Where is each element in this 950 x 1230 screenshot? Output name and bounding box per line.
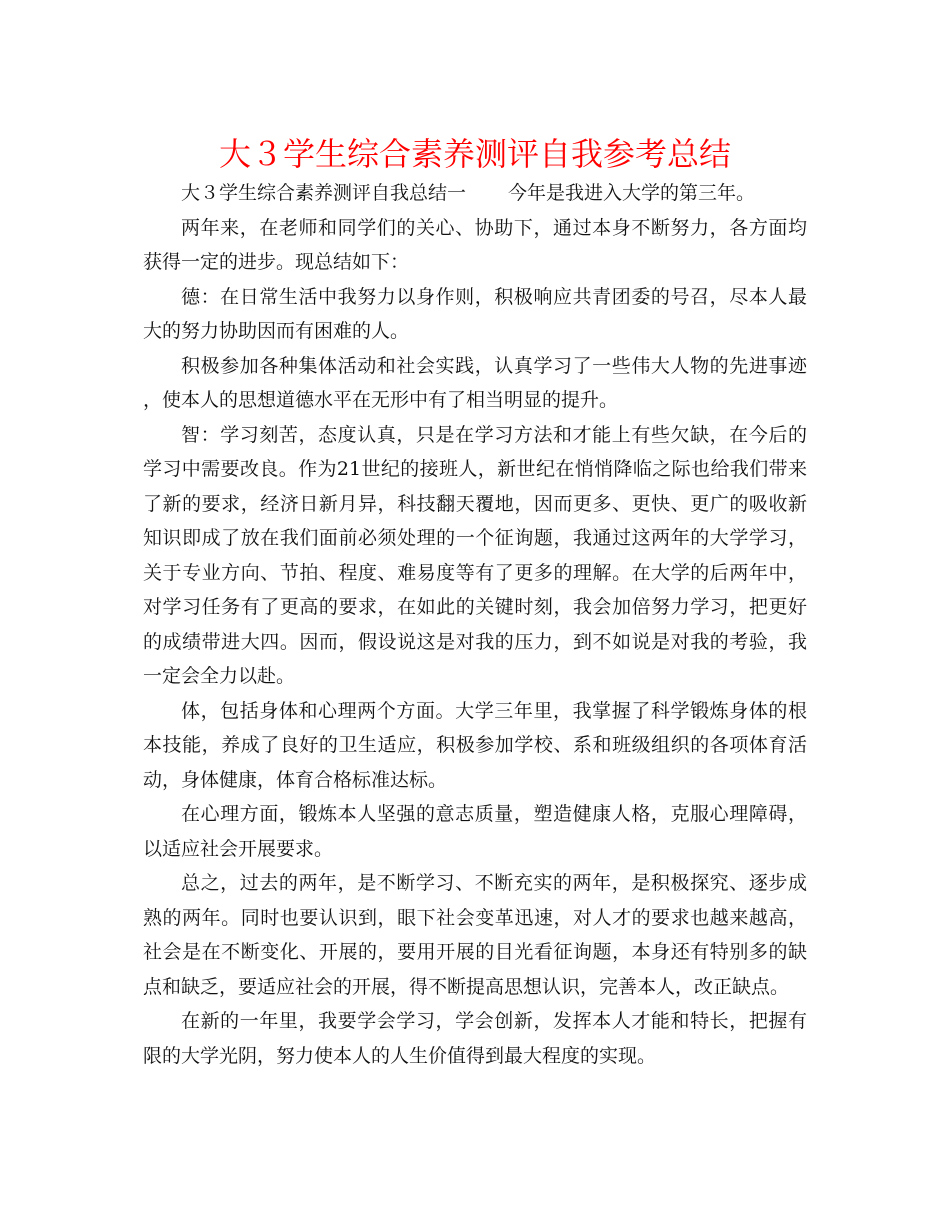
- paragraph-summary: 总之，过去的两年，是不断学习、不断充实的两年，是积极探究、逐步成熟的两年。同时也要认识到，眼下社会变革迅速，对人才的要求也越来越高，社会是在不断变化、开展的，要用开展的目光看征询题，本身还有特别多的缺点和缺乏，要适应社会的开展，得不断提高思想认识，完善本人，改正缺点。: [143, 872, 807, 998]
- lead-paragraph: [143, 176, 807, 211]
- document-body: [143, 176, 807, 1073]
- paragraph-physical: 体，包括身体和心理两个方面。大学三年里，我掌握了科学锻炼身体的根本技能，养成了良好的卫生适应，积极参加学校、系和班级组织的各项体育活动，身体健康，体育合格标准达标。: [143, 699, 807, 791]
- paragraph-psychology: 在心理方面，锻炼本人坚强的意志质量，塑造健康人格，克服心理障碍，以适应社会开展要求。: [143, 803, 807, 860]
- lead-sentence: 今年是我进入大学的第三年。: [508, 182, 756, 204]
- lead-subtitle: 大３学生综合素养测评自我总结一: [181, 182, 467, 204]
- paragraph-progress: 两年来，在老师和同学们的关心、协助下，通过本身不断努力，各方面均获得一定的进步。现总结如下：: [143, 216, 807, 273]
- paragraph-activities: 积极参加各种集体活动和社会实践，认真学习了一些伟大人物的先进事迹，使本人的思想道德水平在无形中有了相当明显的提升。: [143, 354, 807, 411]
- paragraph-intellect: 智：学习刻苦，态度认真，只是在学习方法和才能上有些欠缺，在今后的学习中需要改良。作为21世纪的接班人，新世纪在悄悄降临之际也给我们带来了新的要求，经济日新月异，科技翻天覆地，因而更多、更快、更广的吸收新知识即成了放在我们面前必须处理的一个征询题，我通过这两年的大学学习，关于专业方向、节拍、程度、难易度等有了更多的理解。在大学的后两年中，对学习任务有了更高的要求，在如此的关键时刻，我会加倍努力学习，把更好的成绩带进大四。因而，假设说这是对我的压力，到不如说是对我的考验，我一定会全力以赴。: [143, 423, 807, 687]
- document-title: 大３学生综合素养测评自我参考总结: [218, 135, 731, 173]
- paragraph-new-year: 在新的一年里，我要学会学习，学会创新，发挥本人才能和特长，把握有限的大学光阴，努力使本人的人生价值得到最大程度的实现。: [143, 1010, 807, 1067]
- paragraph-morality: 德：在日常生活中我努力以身作则，积极响应共青团委的号召，尽本人最大的努力协助因而有困难的人。: [143, 285, 807, 342]
